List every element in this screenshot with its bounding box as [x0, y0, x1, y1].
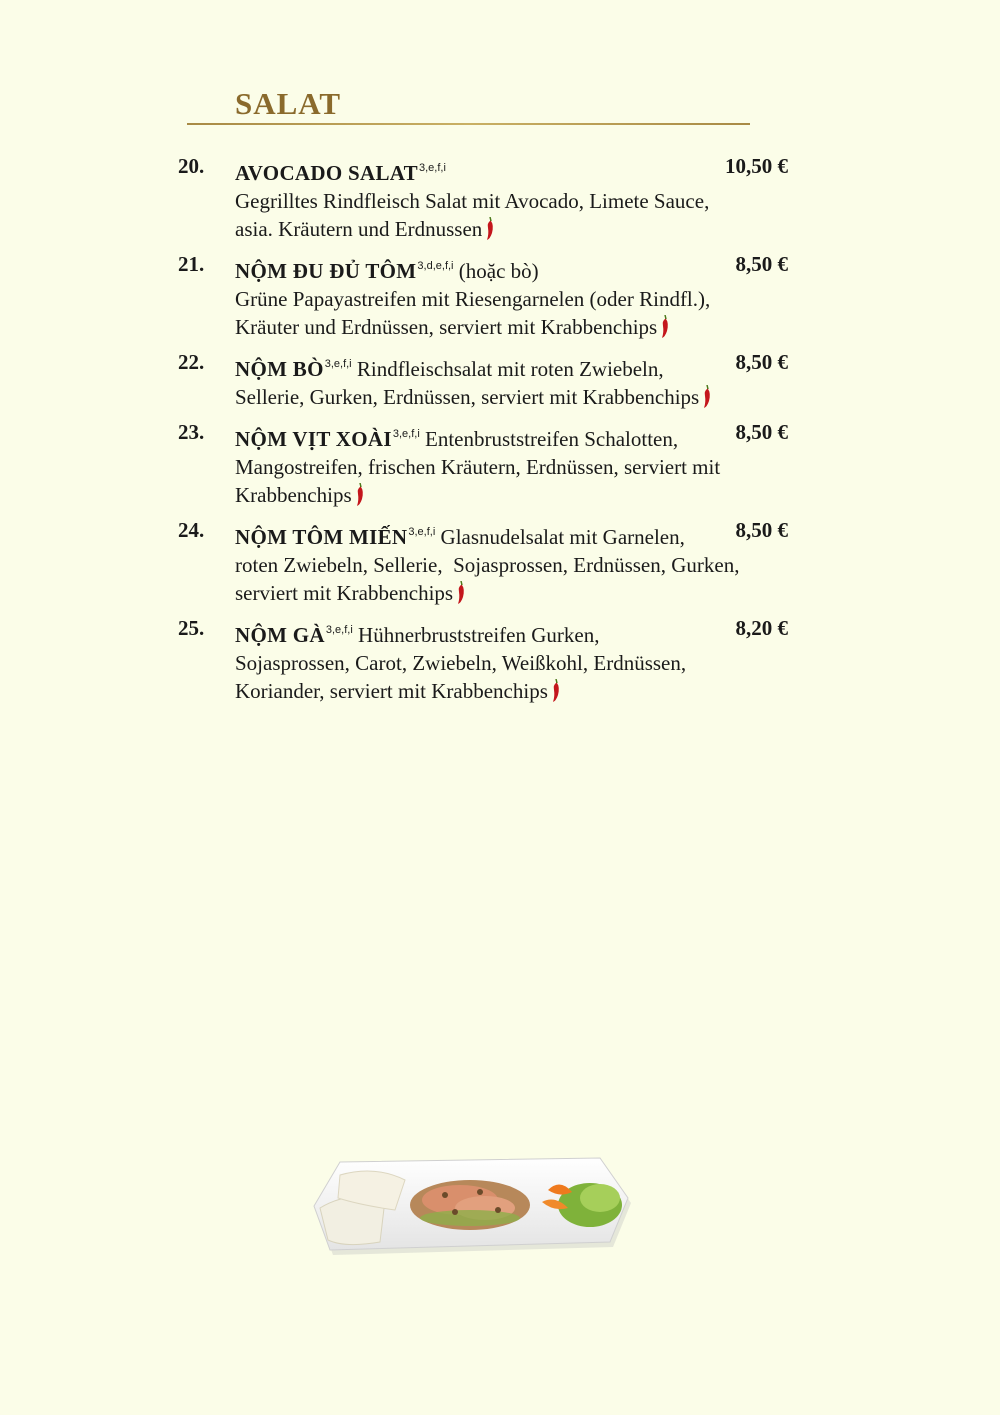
- item-number: 23.: [178, 420, 205, 444]
- salad-dish-photo: [310, 1150, 640, 1260]
- chili-pepper-icon: [660, 315, 669, 339]
- item-description-text: Sojasprossen, Carot, Zwiebeln, Weißkohl, Erdnüssen,: [235, 651, 687, 675]
- allergen-codes: 3,e,f,i: [408, 526, 436, 538]
- item-description-line: [235, 677, 735, 705]
- item-description-line: [235, 215, 735, 243]
- item-name: NỘM GÀ: [235, 623, 325, 647]
- item-description-line: [235, 187, 735, 215]
- menu-item: [178, 252, 790, 341]
- item-number: 20.: [178, 154, 205, 178]
- item-price: 8,20 €: [735, 616, 788, 640]
- item-description-text: roten Zwiebeln, Sellerie, Sojasprossen, Erdnüssen, Gurken,: [235, 553, 740, 577]
- item-number: 25.: [178, 616, 205, 640]
- item-body: [235, 154, 735, 243]
- allergen-codes: 3,e,f,i: [325, 624, 353, 636]
- menu-item: [178, 616, 790, 705]
- item-description-text: Grüne Papayastreifen mit Riesengarnelen (oder Rindfl.),: [235, 287, 711, 311]
- title-divider: [187, 123, 750, 125]
- item-headline: [235, 350, 735, 383]
- section-title: SALAT: [235, 86, 342, 121]
- item-description-text: Koriander, serviert mit Krabbenchips: [235, 679, 548, 703]
- item-description-text: Kräuter und Erdnüssen, serviert mit Krabbenchips: [235, 315, 658, 339]
- item-number: 24.: [178, 518, 205, 542]
- chili-pepper-icon: [702, 385, 711, 409]
- item-description-text: Krabbenchips: [235, 483, 352, 507]
- item-headline-text: Rindfleischsalat mit roten Zwiebeln,: [351, 357, 664, 381]
- menu-item: [178, 420, 790, 509]
- item-price: 10,50 €: [725, 154, 788, 178]
- menu-list: [178, 154, 790, 714]
- item-price: 8,50 €: [735, 518, 788, 542]
- item-description-text: asia. Kräutern und Erdnussen: [235, 217, 483, 241]
- item-body: [235, 350, 735, 411]
- chili-pepper-icon: [355, 483, 364, 507]
- item-price: 8,50 €: [735, 350, 788, 374]
- item-description-line: [235, 383, 735, 411]
- allergen-codes: 3,e,f,i: [324, 358, 352, 370]
- item-headline-text: Glasnudelsalat mit Garnelen,: [435, 525, 685, 549]
- item-description-line: [235, 481, 735, 509]
- item-description-text: Mangostreifen, frischen Kräutern, Erdnüssen, serviert mit: [235, 455, 721, 479]
- menu-item: [178, 154, 790, 243]
- item-body: [235, 420, 735, 509]
- item-headline-text: (hoặc bò): [453, 259, 539, 283]
- allergen-codes: 3,e,f,i: [418, 162, 446, 174]
- item-name: NỘM BÒ: [235, 357, 324, 381]
- item-description-line: [235, 579, 735, 607]
- item-description-text: serviert mit Krabbenchips: [235, 581, 454, 605]
- item-headline-text: Hühnerbruststreifen Gurken,: [352, 623, 600, 647]
- item-number: 22.: [178, 350, 205, 374]
- item-description-text: Sellerie, Gurken, Erdnüssen, serviert mit Krabbenchips: [235, 385, 700, 409]
- item-description-line: [235, 453, 735, 481]
- item-headline: [235, 616, 735, 649]
- item-description-line: [235, 551, 740, 579]
- item-price: 8,50 €: [735, 252, 788, 276]
- item-name: NỘM TÔM MIẾN: [235, 525, 408, 549]
- menu-item: [178, 350, 790, 411]
- item-number: 21.: [178, 252, 205, 276]
- chili-pepper-icon: [456, 581, 465, 605]
- item-body: [235, 616, 735, 705]
- item-name: NỘM ĐU ĐỦ TÔM: [235, 259, 417, 283]
- chili-pepper-icon: [485, 217, 494, 241]
- item-headline: [235, 154, 735, 187]
- item-headline: [235, 420, 735, 453]
- chili-pepper-icon: [551, 679, 560, 703]
- item-name: AVOCADO SALAT: [235, 161, 418, 185]
- item-body: [235, 518, 740, 607]
- item-price: 8,50 €: [735, 420, 788, 444]
- item-description-line: [235, 313, 735, 341]
- allergen-codes: 3,e,f,i: [392, 428, 420, 440]
- allergen-codes: 3,d,e,f,i: [417, 260, 454, 272]
- item-body: [235, 252, 735, 341]
- item-description-line: [235, 649, 735, 677]
- item-name: NỘM VỊT XOÀI: [235, 427, 392, 451]
- menu-item: [178, 518, 790, 607]
- item-description-line: [235, 285, 735, 313]
- item-description-text: Gegrilltes Rindfleisch Salat mit Avocado, Limete Sauce,: [235, 189, 710, 213]
- item-headline: [235, 252, 735, 285]
- item-headline: [235, 518, 735, 551]
- item-headline-text: Entenbruststreifen Schalotten,: [419, 427, 679, 451]
